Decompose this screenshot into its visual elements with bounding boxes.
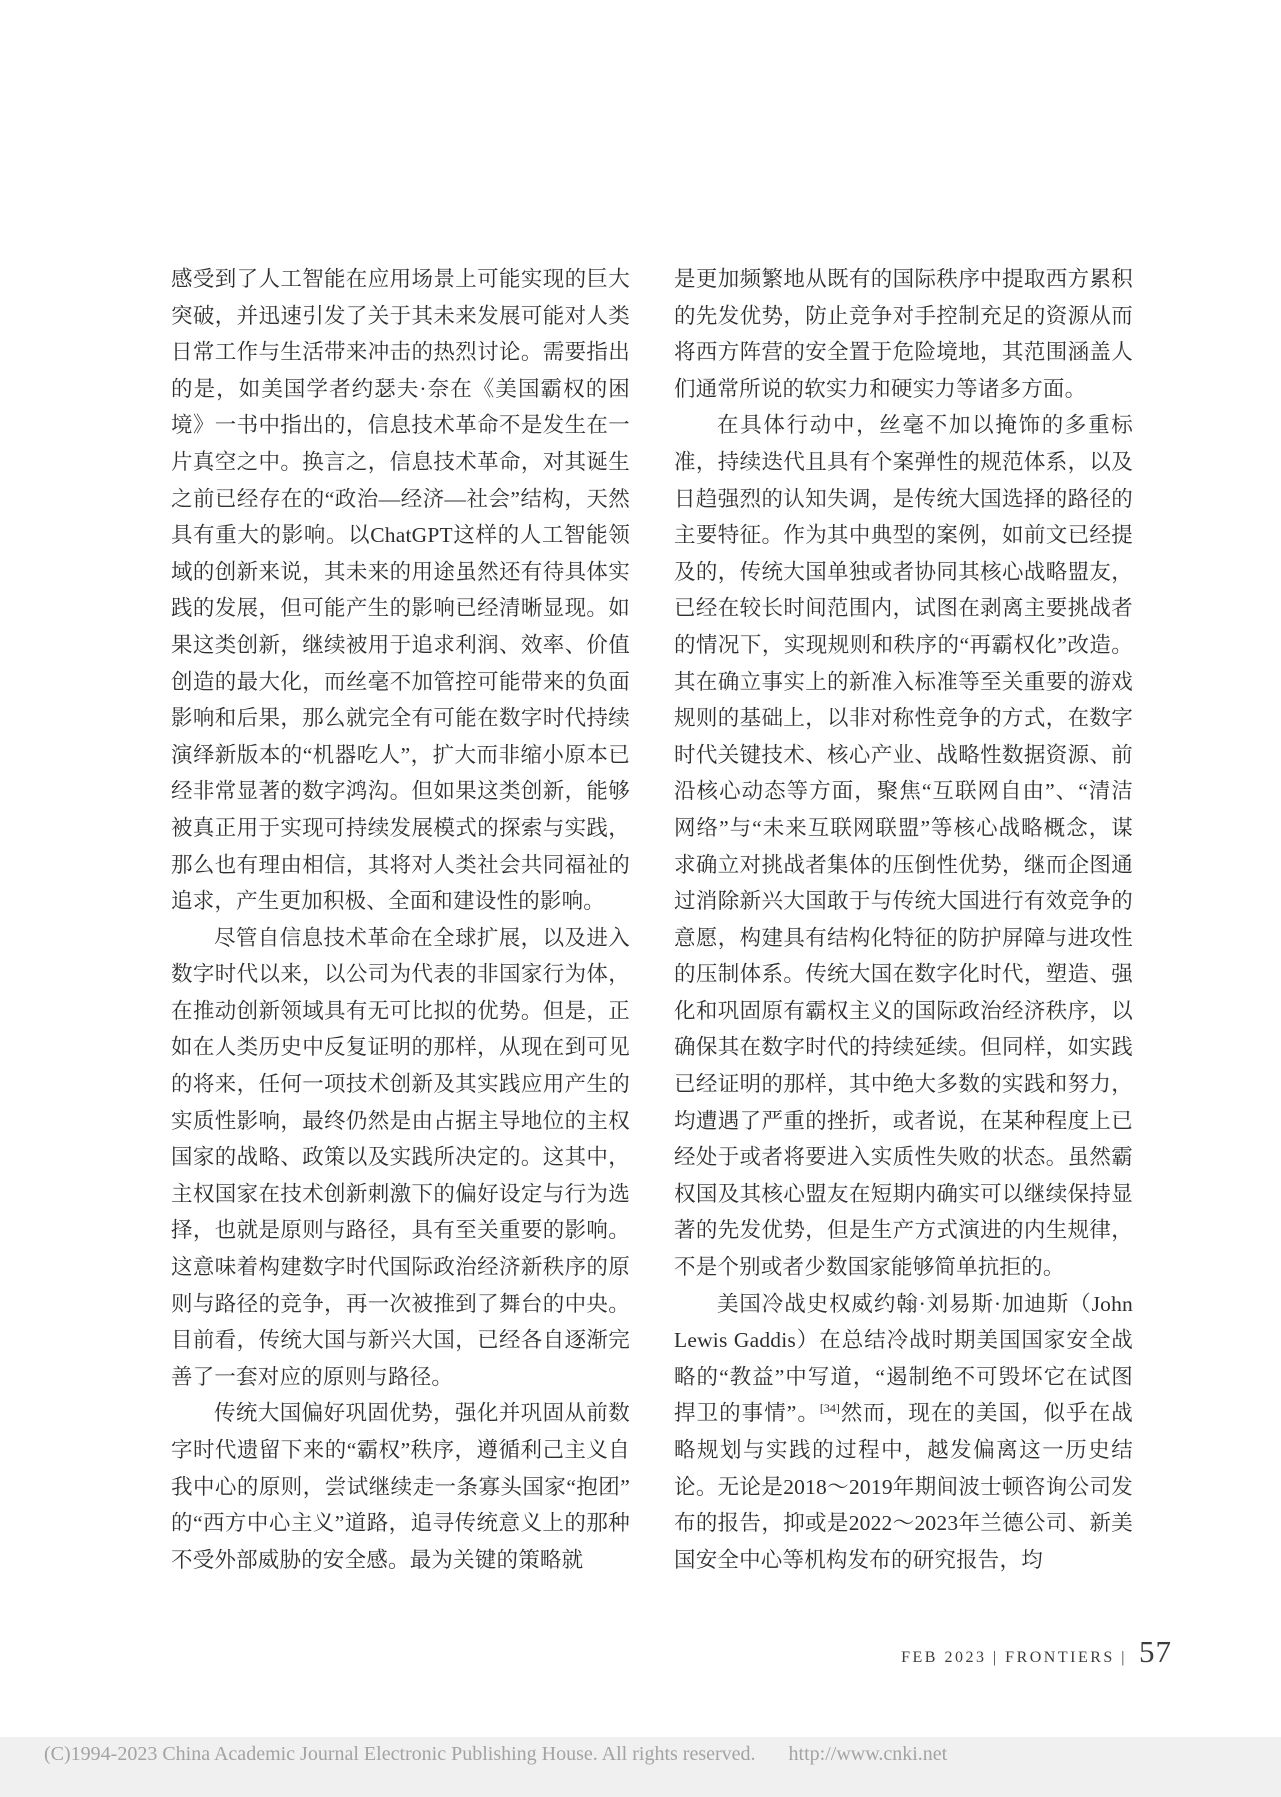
page-number: 57 [1139, 1634, 1172, 1669]
right-column [674, 261, 1133, 1578]
copyright-text: (C)1994-2023 China Academic Journal Electronic Publishing House. All rights reserved. [44, 1743, 756, 1765]
journal-issue-label: FEB 2023 | FRONTIERS | [901, 1649, 1127, 1666]
cnki-url: http://www.cnki.net [788, 1743, 948, 1765]
paragraph: 在具体行动中，丝毫不加以掩饰的多重标准，持续迭代且具有个案弹性的规范体系，以及日趋强烈的认知失调，是传统大国选择的路径的主要特征。作为其中典型的案例，如前文已经提及的，传统大国单独或者协同其核心战略盟友，已经在较长时间范围内，试图在剥离主要挑战者的情况下，实现规则和秩序的“再霸权化”改造。其在确立事实上的新准入标准等至关重要的游戏规则的基础上，以非对称性竞争的方式，在数字时代关键技术、核心产业、战略性数据资源、前沿核心动态等方面，聚焦“互联网自由”、“清洁网络”与“未来互联网联盟”等核心战略概念，谋求确立对挑战者集体的压倒性优势，继而企图通过消除新兴大国敢于与传统大国进行有效竞争的意愿，构建具有结构化特征的防护屏障与进攻性的压制体系。传统大国在数字化时代，塑造、强化和巩固原有霸权主义的国际政治经济秩序，以确保其在数字时代的持续延续。但同样，如实践已经证明的那样，其中绝大多数的实践和努力，均遭遇了严重的挫折，或者说，在某种程度上已经处于或者将要进入实质性失败的状态。虽然霸权国及其核心盟友在短期内确实可以继续保持显著的先发优势，但是生产方式演进的内生规律，不是个别或者少数国家能够简单抗拒的。 [674, 413, 1133, 1280]
footnote-marker-34: [34] [819, 1401, 840, 1416]
paragraph [674, 1286, 1133, 1579]
paragraph-text: 然而，现在的美国，似乎在战略规划与实践的过程中，越发偏离这一历史结论。无论是2018～2019年期间波士顿咨询公司发布的报告，抑或是2022～2023年兰德公司、新美国安全中心等机构发布的研究报告，均 [674, 1401, 1133, 1572]
copyright-bar [0, 1737, 1281, 1797]
paragraph: 传统大国偏好巩固优势，强化并巩固从前数字时代遗留下来的“霸权”秩序，遵循利己主义自我中心的原则，尝试继续走一条寡头国家“抱团”的“西方中心主义”道路，追寻传统意义上的那种不受外部威胁的安全感。最为关键的策略就 [171, 1401, 630, 1572]
page-footer [901, 1634, 1172, 1670]
paragraph: 尽管自信息技术革命在全球扩展，以及进入数字时代以来，以公司为代表的非国家行为体，在推动创新领域具有无可比拟的优势。但是，正如在人类历史中反复证明的那样，从现在到可见的将来，任何一项技术创新及其实践应用产生的实质性影响，最终仍然是由占据主导地位的主权国家的战略、政策以及实践所决定的。这其中，主权国家在技术创新刺激下的偏好设定与行为选择，也就是原则与路径，具有至关重要的影响。这意味着构建数字时代国际政治经济新秩序的原则与路径的竞争，再一次被推到了舞台的中央。目前看，传统大国与新兴大国，已经各自逐渐完善了一套对应的原则与路径。 [171, 925, 630, 1389]
left-column [171, 261, 630, 1578]
paragraph: 感受到了人工智能在应用场景上可能实现的巨大突破，并迅速引发了关于其未来发展可能对人类日常工作与生活带来冲击的热烈讨论。需要指出的是，如美国学者约瑟夫·奈在《美国霸权的困境》一书中指出的，信息技术革命不是发生在一片真空之中。换言之，信息技术革命，对其诞生之前已经存在的“政治—经济—社会”结构，天然具有重大的影响。以ChatGPT这样的人工智能领域的创新来说，其未来的用途虽然还有待具体实践的发展，但可能产生的影响已经清晰显现。如果这类创新，继续被用于追求利润、效率、价值创造的最大化，而丝毫不加管控可能带来的负面影响和后果，那么就完全有可能在数字时代持续演绎新版本的“机器吃人”，扩大而非缩小原本已经非常显著的数字鸿沟。但如果这类创新，能够被真正用于实现可持续发展模式的探索与实践，那么也有理由相信，其将对人类社会共同福祉的追求，产生更加积极、全面和建设性的影响。 [171, 267, 630, 914]
paragraph: 是更加频繁地从既有的国际秩序中提取西方累积的先发优势，防止竞争对手控制充足的资源从而将西方阵营的安全置于危险境地，其范围涵盖人们通常所说的软实力和硬实力等诸多方面。 [674, 267, 1133, 401]
paragraph-text: 美国冷战史权威约翰·刘易斯·加迪斯（John Lewis Gaddis）在总结冷战时期美国国家安全战略的“教益”中写道，“遏制绝不可毁坏它在试图捍卫的事情”。 [674, 1291, 1133, 1426]
